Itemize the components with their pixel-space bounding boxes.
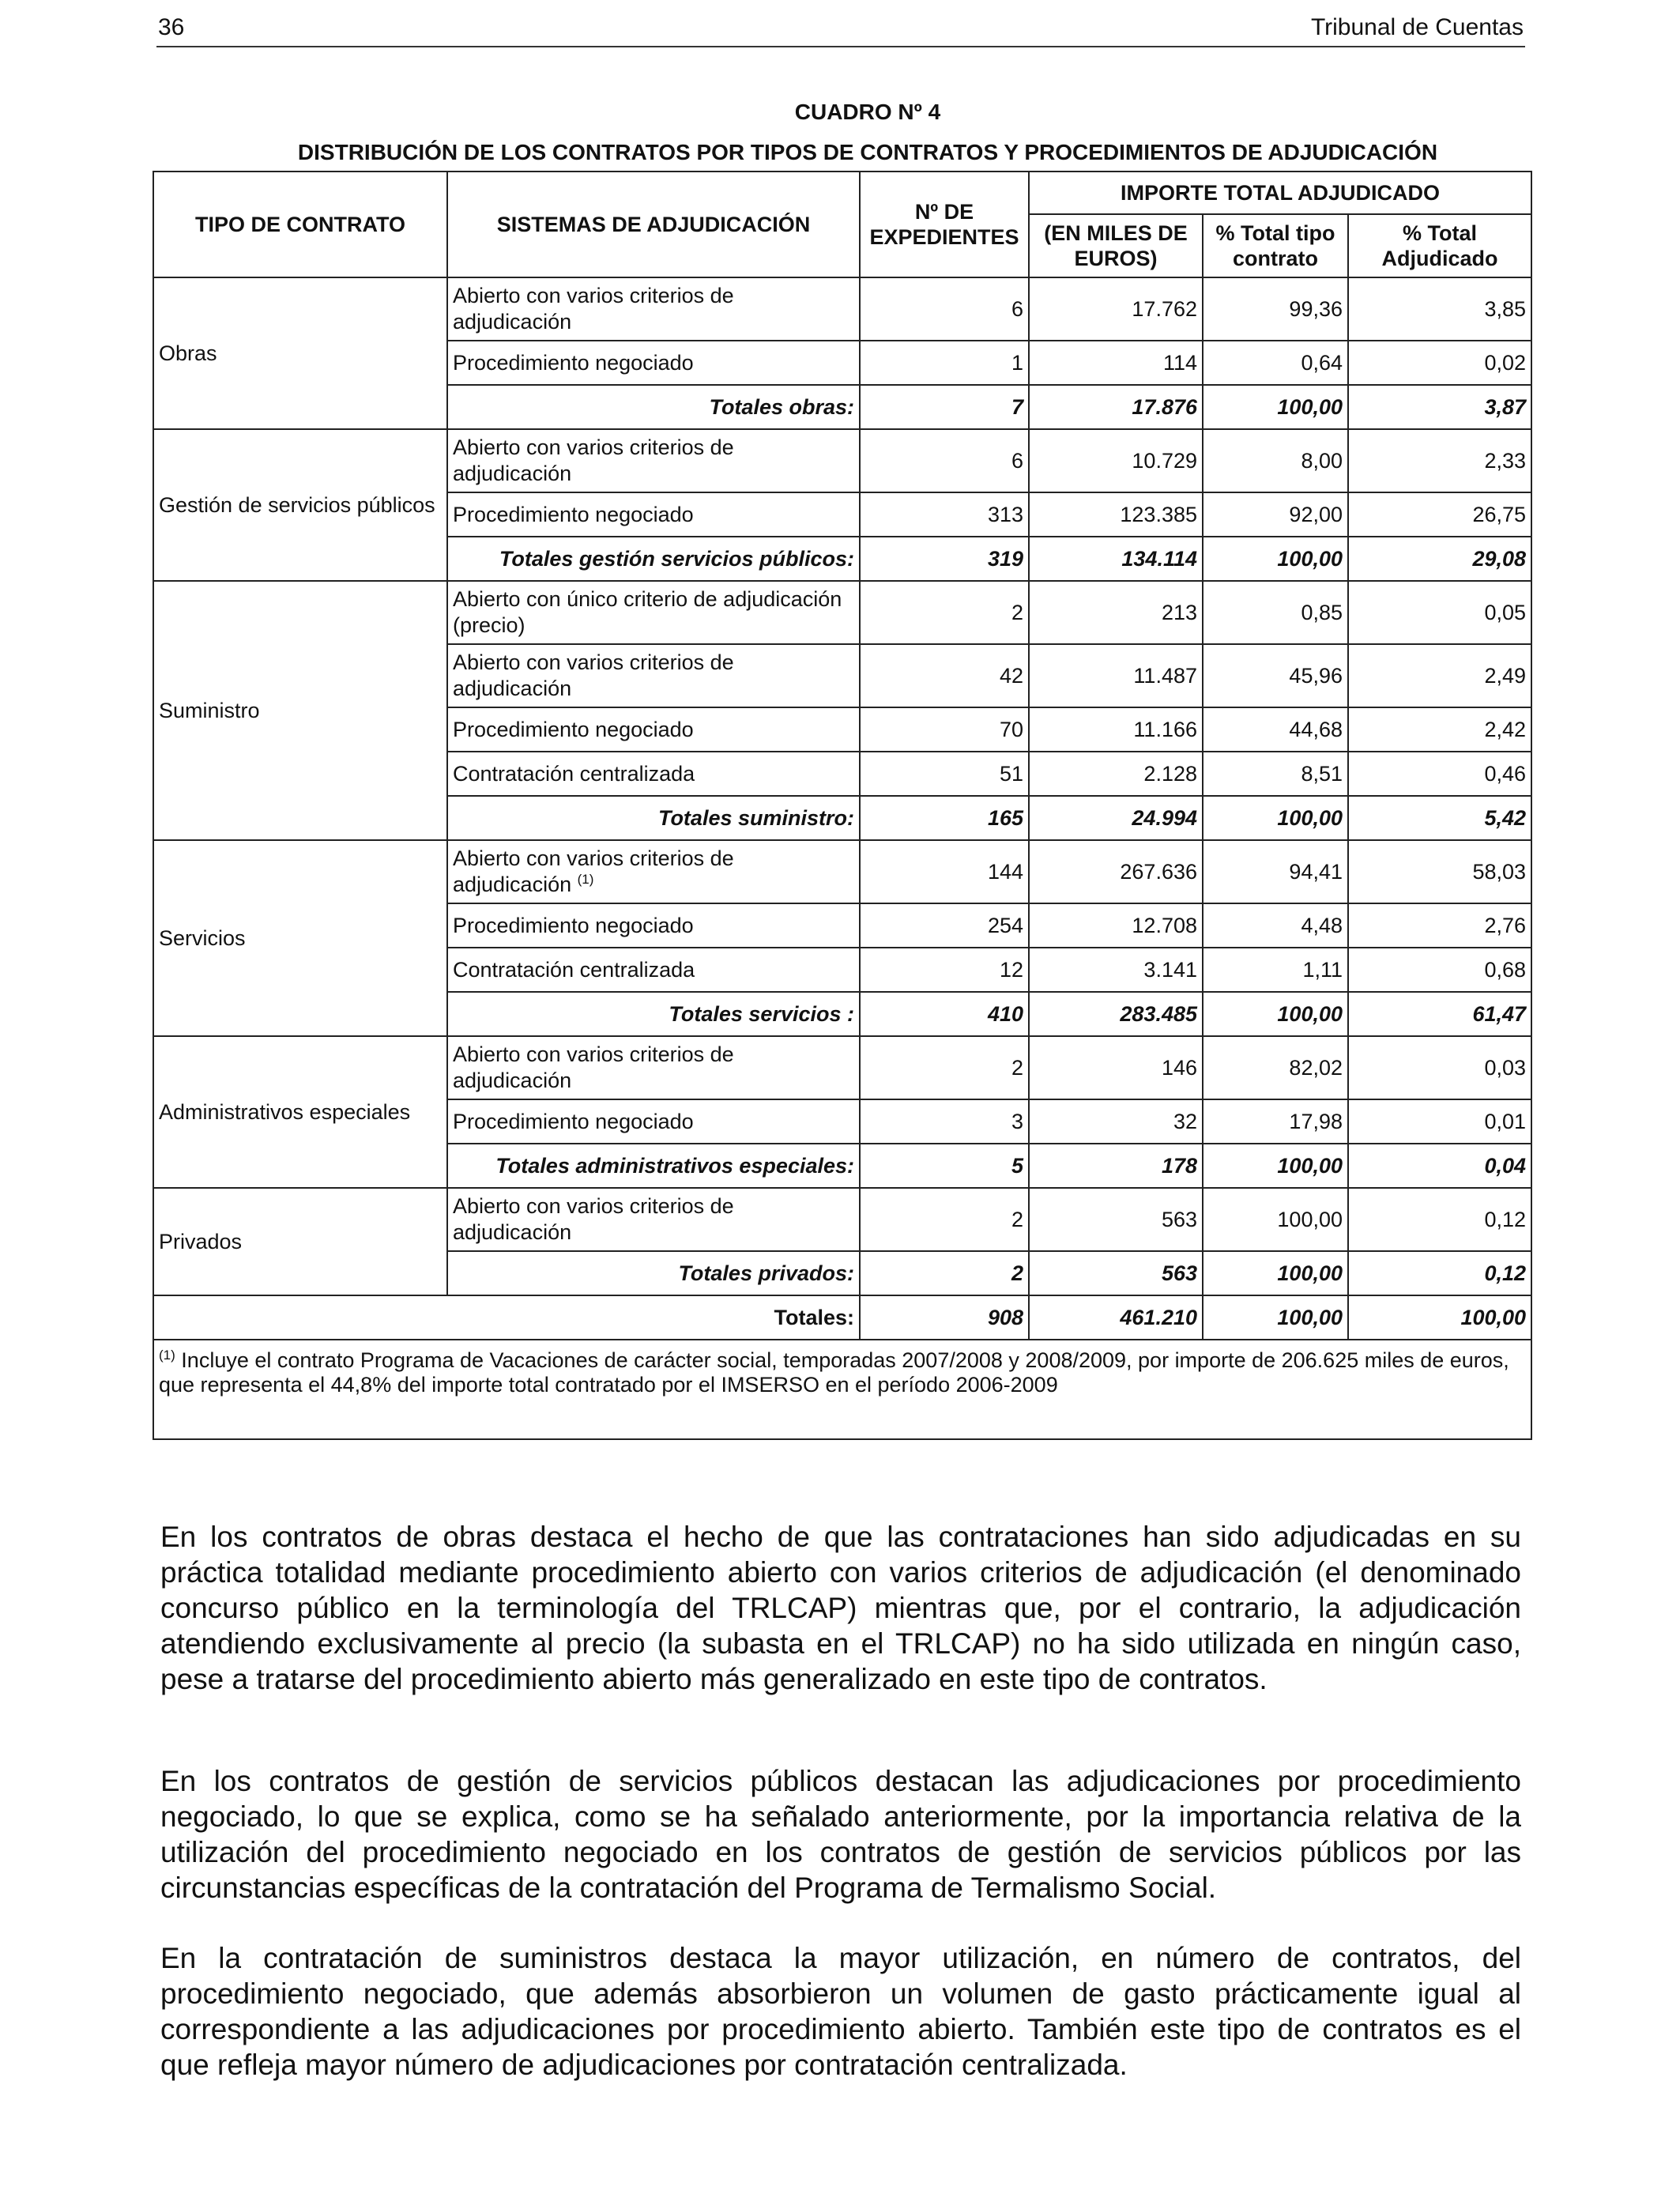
expedientes-cell: 6 — [860, 429, 1029, 492]
subtotal-pct-tipo: 100,00 — [1203, 992, 1348, 1036]
pct-total-cell: 0,12 — [1348, 1188, 1531, 1251]
page-number: 36 — [158, 14, 185, 40]
subtotal-importe: 283.485 — [1029, 992, 1203, 1036]
sistema-cell — [447, 277, 860, 341]
expedientes-cell: 1 — [860, 341, 1029, 385]
table-row — [153, 581, 1531, 644]
sistema-text: Contratación centralizada — [453, 761, 695, 786]
table-row — [153, 1188, 1531, 1251]
subtotal-pct-total: 61,47 — [1348, 992, 1531, 1036]
expedientes-cell: 70 — [860, 707, 1029, 752]
expedientes-cell: 254 — [860, 903, 1029, 948]
paragraph-suministros: En la contratación de suministros destaca la mayor utilización, en número de contratos, del procedimiento negociado, que además absorbieron un volumen de gasto prácticamente igual al correspondiente a las adjudicaciones por procedimiento abierto. También este tipo de contratos es el que refleja mayor número de adjudicaciones por contratación centralizada. — [160, 1942, 1521, 2081]
sistema-cell — [447, 341, 860, 385]
pct-total-cell: 0,03 — [1348, 1036, 1531, 1099]
pct-total-cell: 0,68 — [1348, 948, 1531, 992]
table-row — [153, 277, 1531, 341]
sistema-text: Procedimiento negociado — [453, 717, 694, 741]
table-row — [153, 840, 1531, 903]
importe-cell: 146 — [1029, 1036, 1203, 1099]
sistema-cell — [447, 903, 860, 948]
header-miles: (EN MILES DE EUROS) — [1029, 214, 1203, 277]
subtotal-pct-tipo: 100,00 — [1203, 385, 1348, 429]
pct-total-cell: 26,75 — [1348, 492, 1531, 537]
pct-total-cell: 0,05 — [1348, 581, 1531, 644]
footnote-ref: (1) — [577, 872, 594, 887]
grand-total-label: Totales: — [153, 1295, 860, 1340]
pct-total-cell: 58,03 — [1348, 840, 1531, 903]
subtotal-expedientes: 410 — [860, 992, 1029, 1036]
pct-total-cell: 2,42 — [1348, 707, 1531, 752]
footnote-row — [153, 1340, 1531, 1439]
pct-total-cell: 2,49 — [1348, 644, 1531, 707]
sistema-text: Abierto con varios criterios de adjudicación — [453, 846, 734, 896]
footnote-text: Incluye el contrato Programa de Vacaciones de carácter social, temporadas 2007/2008 y 2008/2009, por importe de 206.625 miles de euros, que representa el 44,8% del importe total contratado por el IMSERSO en el período 2006-2009 — [159, 1348, 1509, 1397]
pct-total-cell: 0,46 — [1348, 752, 1531, 796]
pct-total-cell: 2,76 — [1348, 903, 1531, 948]
pct-tipo-cell: 4,48 — [1203, 903, 1348, 948]
contract-type-cell: Suministro — [153, 581, 447, 840]
sistema-cell — [447, 429, 860, 492]
pct-tipo-cell: 45,96 — [1203, 644, 1348, 707]
importe-cell: 10.729 — [1029, 429, 1203, 492]
subtotal-expedientes: 319 — [860, 537, 1029, 581]
importe-cell: 17.762 — [1029, 277, 1203, 341]
table-row — [153, 1036, 1531, 1099]
sistema-text: Abierto con varios criterios de adjudicación — [453, 1194, 734, 1244]
pct-total-cell: 2,33 — [1348, 429, 1531, 492]
expedientes-cell: 3 — [860, 1099, 1029, 1144]
pct-total-cell: 0,02 — [1348, 341, 1531, 385]
table-row — [153, 429, 1531, 492]
header-tipo: TIPO DE CONTRATO — [153, 172, 447, 277]
importe-cell: 563 — [1029, 1188, 1203, 1251]
expedientes-cell: 2 — [860, 581, 1029, 644]
grand-total-pct-tipo: 100,00 — [1203, 1295, 1348, 1340]
contract-type-cell: Administrativos especiales — [153, 1036, 447, 1188]
pct-tipo-cell: 0,85 — [1203, 581, 1348, 644]
pct-tipo-cell: 8,51 — [1203, 752, 1348, 796]
importe-cell: 123.385 — [1029, 492, 1203, 537]
sistema-text: Abierto con varios criterios de adjudicación — [453, 650, 734, 700]
importe-cell: 2.128 — [1029, 752, 1203, 796]
importe-cell: 213 — [1029, 581, 1203, 644]
table-body — [153, 277, 1531, 1295]
header-expedientes: Nº DE EXPEDIENTES — [860, 172, 1029, 277]
paragraph-obras: En los contratos de obras destaca el hecho de que las contrataciones han sido adjudicadas en su práctica totalidad mediante procedimiento abierto con varios criterios de adjudicación (el denominado concurso público en la terminología del TRLCAP) mientras que, por el contrario, la adjudicación atendiendo exclusivamente al precio (la subasta en el TRLCAP) no ha sido utilizada en ningún caso, pese a tratarse del procedimiento abierto más generalizado en este tipo de contratos. — [160, 1521, 1521, 1695]
sistema-cell — [447, 1188, 860, 1251]
expedientes-cell: 51 — [860, 752, 1029, 796]
contract-type-cell: Privados — [153, 1188, 447, 1295]
sistema-text: Contratación centralizada — [453, 957, 695, 982]
pct-tipo-cell: 1,11 — [1203, 948, 1348, 992]
importe-cell: 32 — [1029, 1099, 1203, 1144]
distribution-table — [153, 171, 1532, 1440]
subtotal-importe: 17.876 — [1029, 385, 1203, 429]
expedientes-cell: 42 — [860, 644, 1029, 707]
subtotal-expedientes: 5 — [860, 1144, 1029, 1188]
sistema-cell — [447, 752, 860, 796]
subtotal-expedientes: 2 — [860, 1251, 1029, 1295]
subtotal-label: Totales servicios : — [447, 992, 860, 1036]
subtotal-pct-total: 5,42 — [1348, 796, 1531, 840]
expedientes-cell: 12 — [860, 948, 1029, 992]
header-pct-tipo: % Total tipo contrato — [1203, 214, 1348, 277]
importe-cell: 12.708 — [1029, 903, 1203, 948]
sistema-cell — [447, 840, 860, 903]
sistema-cell — [447, 707, 860, 752]
page-source: Tribunal de Cuentas — [1310, 14, 1524, 40]
subtotal-pct-total: 29,08 — [1348, 537, 1531, 581]
expedientes-cell: 2 — [860, 1188, 1029, 1251]
subtotal-pct-total: 0,04 — [1348, 1144, 1531, 1188]
sistema-cell — [447, 1099, 860, 1144]
pct-tipo-cell: 100,00 — [1203, 1188, 1348, 1251]
subtotal-importe: 178 — [1029, 1144, 1203, 1188]
pct-tipo-cell: 8,00 — [1203, 429, 1348, 492]
grand-total-importe: 461.210 — [1029, 1295, 1203, 1340]
sistema-cell — [447, 1036, 860, 1099]
importe-cell: 114 — [1029, 341, 1203, 385]
subtotal-label: Totales gestión servicios públicos: — [447, 537, 860, 581]
header-importe-group: IMPORTE TOTAL ADJUDICADO — [1029, 172, 1531, 214]
pct-total-cell: 3,85 — [1348, 277, 1531, 341]
sistema-text: Procedimiento negociado — [453, 1109, 694, 1133]
subtotal-pct-tipo: 100,00 — [1203, 537, 1348, 581]
pct-tipo-cell: 0,64 — [1203, 341, 1348, 385]
subtotal-importe: 24.994 — [1029, 796, 1203, 840]
header-pct-total: % Total Adjudicado — [1348, 214, 1531, 277]
subtotal-importe: 563 — [1029, 1251, 1203, 1295]
contract-type-cell: Obras — [153, 277, 447, 429]
expedientes-cell: 313 — [860, 492, 1029, 537]
subtotal-pct-total: 0,12 — [1348, 1251, 1531, 1295]
sistema-cell — [447, 492, 860, 537]
subtotal-label: Totales administrativos especiales: — [447, 1144, 860, 1188]
pct-tipo-cell: 17,98 — [1203, 1099, 1348, 1144]
pct-tipo-cell: 99,36 — [1203, 277, 1348, 341]
subtotal-pct-tipo: 100,00 — [1203, 1251, 1348, 1295]
pct-tipo-cell: 92,00 — [1203, 492, 1348, 537]
pct-tipo-cell: 94,41 — [1203, 840, 1348, 903]
importe-cell: 11.487 — [1029, 644, 1203, 707]
sistema-text: Procedimiento negociado — [453, 913, 694, 937]
pct-total-cell: 0,01 — [1348, 1099, 1531, 1144]
contract-type-cell: Gestión de servicios públicos — [153, 429, 447, 581]
sistema-text: Procedimiento negociado — [453, 350, 694, 375]
subtotal-label: Totales privados: — [447, 1251, 860, 1295]
grand-total-expedientes: 908 — [860, 1295, 1029, 1340]
subtotal-expedientes: 7 — [860, 385, 1029, 429]
subtotal-label: Totales obras: — [447, 385, 860, 429]
expedientes-cell: 2 — [860, 1036, 1029, 1099]
expedientes-cell: 6 — [860, 277, 1029, 341]
pct-tipo-cell: 82,02 — [1203, 1036, 1348, 1099]
footnote-mark: (1) — [159, 1348, 175, 1363]
subtotal-pct-tipo: 100,00 — [1203, 1144, 1348, 1188]
sistema-text: Abierto con varios criterios de adjudicación — [453, 1042, 734, 1092]
pct-tipo-cell: 44,68 — [1203, 707, 1348, 752]
sistema-text: Procedimiento negociado — [453, 502, 694, 526]
contract-type-cell: Servicios — [153, 840, 447, 1036]
sistema-text: Abierto con único criterio de adjudicación (precio) — [453, 587, 842, 637]
subtotal-pct-tipo: 100,00 — [1203, 796, 1348, 840]
importe-cell: 3.141 — [1029, 948, 1203, 992]
sistema-text: Abierto con varios criterios de adjudicación — [453, 284, 734, 334]
importe-cell: 267.636 — [1029, 840, 1203, 903]
subtotal-label: Totales suministro: — [447, 796, 860, 840]
sistema-text: Abierto con varios criterios de adjudicación — [453, 435, 734, 485]
importe-cell: 11.166 — [1029, 707, 1203, 752]
expedientes-cell: 144 — [860, 840, 1029, 903]
grand-total-row — [153, 1295, 1531, 1340]
grand-total-pct-total: 100,00 — [1348, 1295, 1531, 1340]
page-header — [156, 11, 1525, 47]
paragraph-gestion: En los contratos de gestión de servicios públicos destacan las adjudicaciones por procedimiento negociado, lo que se explica, como se ha señalado anteriormente, por la importancia relativa de la utilización del procedimiento negociado en los contratos de gestión de servicios públicos por las circunstancias específicas de la contratación del Programa de Termalismo Social. — [160, 1765, 1521, 1904]
sistema-cell — [447, 644, 860, 707]
sistema-cell — [447, 948, 860, 992]
table-title: DISTRIBUCIÓN DE LOS CONTRATOS POR TIPOS DE CONTRATOS Y PROCEDIMIENTOS DE ADJUDICACIÓN — [297, 140, 1438, 164]
footnote — [153, 1340, 1531, 1439]
header-sistemas: SISTEMAS DE ADJUDICACIÓN — [447, 172, 860, 277]
subtotal-expedientes: 165 — [860, 796, 1029, 840]
subtotal-pct-total: 3,87 — [1348, 385, 1531, 429]
subtotal-importe: 134.114 — [1029, 537, 1203, 581]
sistema-cell — [447, 581, 860, 644]
cuadro-title: CUADRO Nº 4 — [794, 100, 941, 124]
